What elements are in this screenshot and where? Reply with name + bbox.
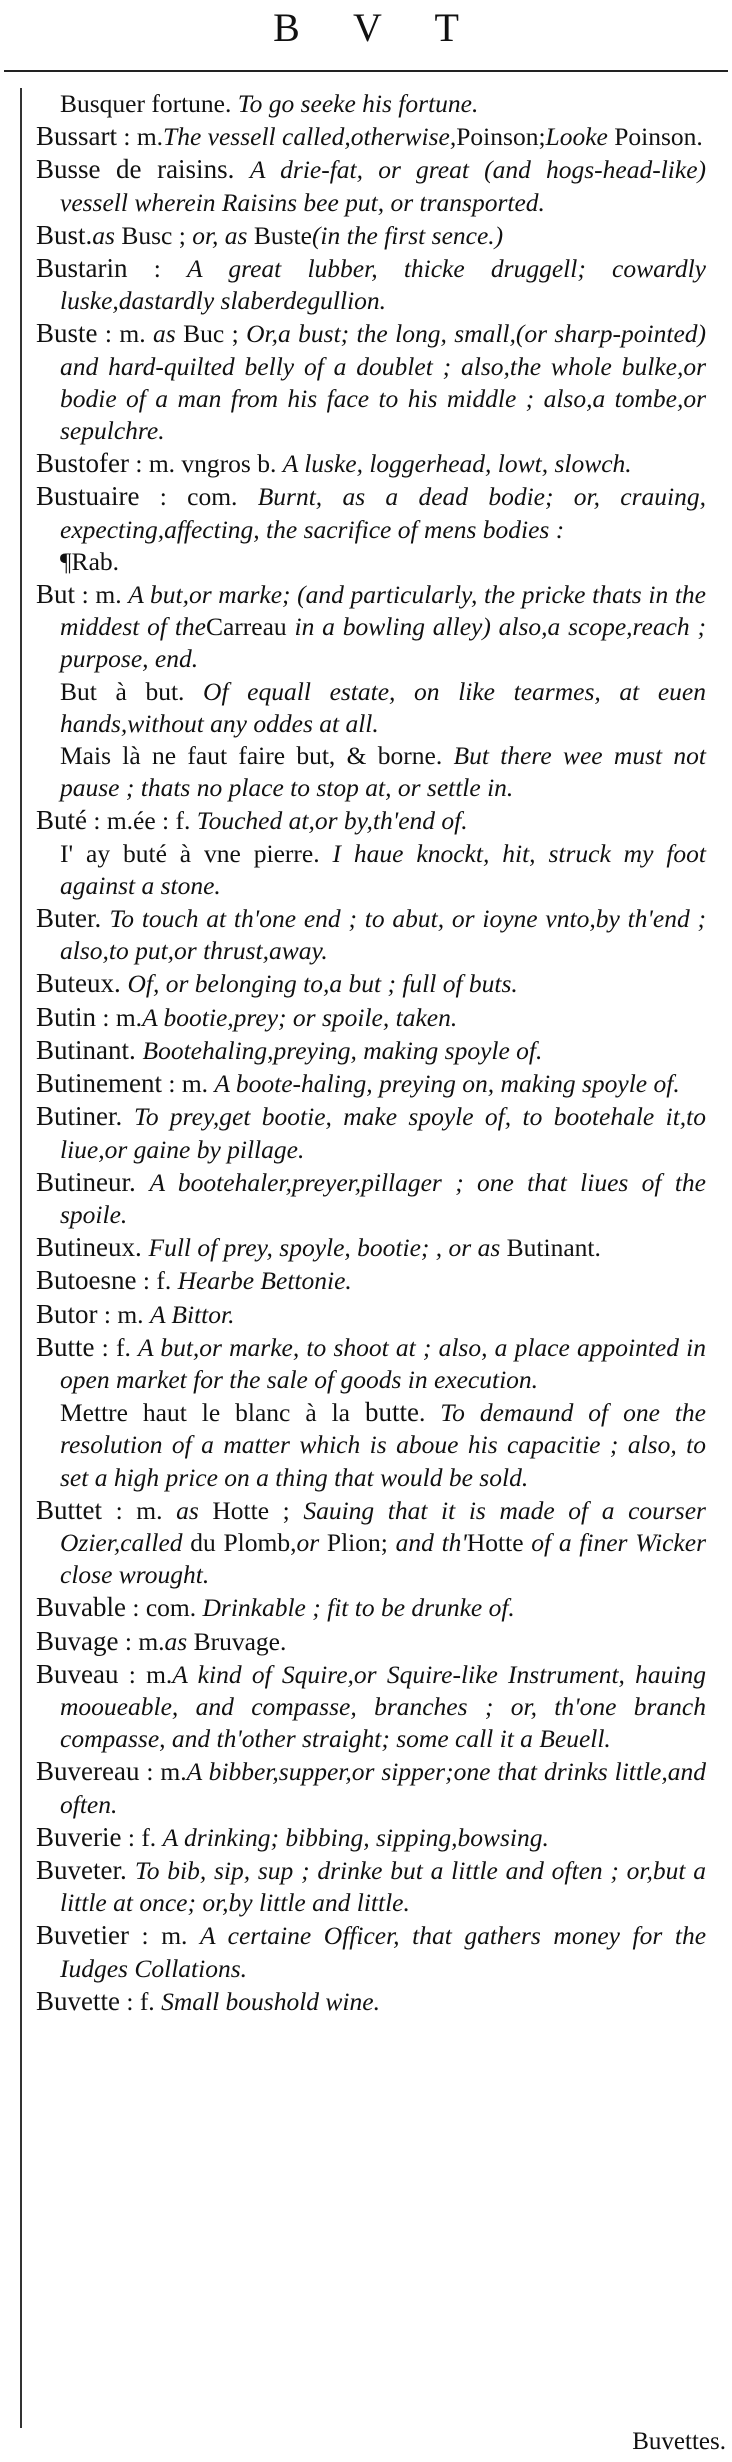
entry-text: : m.ée : f. xyxy=(87,806,197,836)
headword: Bust. xyxy=(36,219,93,250)
entry-text: : m. xyxy=(128,1921,200,1951)
dictionary-entry xyxy=(36,804,706,837)
entry-text: Carreau xyxy=(205,612,295,642)
entry-text: : m. xyxy=(118,1659,173,1689)
dictionary-entry xyxy=(36,219,706,252)
definition-text: or, as xyxy=(192,220,254,250)
entry-text: I' ay buté à vne pierre. xyxy=(60,838,333,868)
entry-text: Plion; xyxy=(326,1527,396,1557)
definition-text: The vessell called,otherwise, xyxy=(163,122,457,152)
headword: Butineux. xyxy=(36,1232,149,1263)
entry-text: Buc ; xyxy=(183,319,247,349)
page-title: B V T xyxy=(273,5,481,50)
headword: Butinant. xyxy=(36,1034,143,1065)
entry-text: Bruvage. xyxy=(193,1626,287,1656)
definition-text: A kind of Squire,or Squire-like Instrument, hauing mooueable, and compasse, branches ; or, th'one branch compasse, and th'other straight; some call it a Beuell. xyxy=(60,1659,706,1754)
dictionary-entry xyxy=(36,1494,706,1592)
headword: Busse de raisins. xyxy=(36,154,250,185)
headword: Buveau xyxy=(36,1658,119,1689)
dictionary-entry xyxy=(36,1591,706,1624)
entry-text: Butinant. xyxy=(506,1233,601,1263)
sub-entry xyxy=(36,740,706,804)
definition-text: I haue knockt, hit, struck my foot against a stone. xyxy=(60,838,706,900)
entry-text: : m. xyxy=(102,1495,177,1525)
headword: Buttet xyxy=(36,1494,102,1525)
definition-text: of a finer Wicker close wrought. xyxy=(60,1527,706,1590)
dictionary-entry xyxy=(36,1755,706,1820)
dictionary-entry xyxy=(36,1298,706,1331)
dictionary-entry xyxy=(36,1985,706,2018)
entry-text: : m. xyxy=(97,1299,150,1329)
definition-text: Full of prey, spoyle, bootie; , or as xyxy=(148,1233,507,1263)
definition-text: Hearbe Bettonie. xyxy=(177,1266,352,1296)
sub-entry xyxy=(36,838,706,902)
entry-text: : com. xyxy=(139,482,258,512)
definition-text: A bootehaler,preyer,pillager ; one that liues of the spoile. xyxy=(60,1167,707,1229)
dictionary-entry xyxy=(36,546,706,578)
dictionary-entry xyxy=(36,967,706,1000)
definition-text: A great lubber, thicke druggell; cowardly luske,dastardly slaberdegullion. xyxy=(60,254,706,316)
definition-text: or xyxy=(296,1527,327,1557)
entry-text: du Plomb, xyxy=(190,1527,297,1557)
dictionary-entry xyxy=(36,480,706,545)
page-header xyxy=(0,0,732,78)
headword: Bustofer xyxy=(36,448,129,479)
headword: Buvetier xyxy=(36,1920,129,1951)
dictionary-entry xyxy=(36,578,706,676)
headword: Buvable xyxy=(36,1592,126,1623)
entry-text: Mettre haut le blanc à la xyxy=(60,1398,365,1428)
entry-text: : m. xyxy=(75,580,129,610)
definition-text: To prey,get bootie, make spoyle of, to bootehale it,to liue,or gaine by pillage. xyxy=(60,1102,706,1164)
definition-text: Looke xyxy=(545,122,615,152)
headword: Butiner. xyxy=(36,1101,134,1132)
entry-text: Busquer fortune. xyxy=(60,89,238,118)
dictionary-entry xyxy=(36,1821,706,1854)
dictionary-entry xyxy=(36,120,706,153)
entry-text: Hotte ; xyxy=(212,1495,304,1525)
entry-text: : m. xyxy=(118,1626,165,1656)
definition-text: Bootehaling,preying, making spoyle of. xyxy=(142,1035,543,1065)
dictionary-entry xyxy=(36,1100,706,1165)
headword: Buste xyxy=(36,318,98,349)
entry-text: Hotte xyxy=(466,1527,532,1557)
dictionary-entry xyxy=(36,1231,706,1264)
entry-text: : m. xyxy=(97,319,154,349)
dictionary-entry xyxy=(36,1919,706,1984)
dictionary-entry xyxy=(36,1001,706,1034)
definition-text: (in the first sence.) xyxy=(311,220,504,250)
headword: Butoesne xyxy=(36,1265,137,1296)
entry-text: : m. vngros b. xyxy=(128,449,283,479)
dictionary-entry xyxy=(36,153,706,218)
definition-text: in a bowling alley) also,a scope,reach ; purpose, end. xyxy=(60,612,706,674)
entry-text: : f. xyxy=(136,1266,178,1296)
headword: Buter. xyxy=(36,903,110,934)
entry-text: : m. xyxy=(139,1757,187,1787)
definition-text: A luske, loggerhead, lowt, slowch. xyxy=(282,449,632,479)
headword: Buté xyxy=(36,805,87,836)
entry-text: Busc ; xyxy=(121,220,193,250)
definition-text: A drinking; bibbing, sipping,bowsing. xyxy=(162,1822,549,1852)
headword: Buveter. xyxy=(36,1854,135,1885)
definition-text: Burnt, as a dead bodie; or, crauing, expecting,affecting, the sacrifice of mens bodies : xyxy=(60,482,706,544)
dictionary-entry xyxy=(36,252,706,317)
entry-text: : f. xyxy=(94,1332,139,1362)
entry-text: : m. xyxy=(96,1002,143,1032)
definition-text: A drie-fat, or great (and hogs-head-like) vessell wherein Raisins bee put, or transported. xyxy=(60,155,707,217)
definition-text: as xyxy=(92,220,122,250)
dictionary-entry xyxy=(36,902,706,967)
definition-text: A but,or marke; (and particularly, the pricke thats in the middest of the xyxy=(60,580,706,642)
definition-text: Sauing that it is made of a courser Ozier,called xyxy=(60,1495,706,1557)
dictionary-entry xyxy=(36,1854,706,1919)
entry-text: : com. xyxy=(125,1593,203,1623)
headword: Butineur. xyxy=(36,1166,150,1197)
headword: Buverie xyxy=(36,1821,122,1852)
dictionary-entry xyxy=(36,447,706,480)
headword: Buvette xyxy=(36,1985,120,2016)
sub-entry xyxy=(36,88,706,120)
headword: Butte xyxy=(36,1331,95,1362)
dictionary-entry xyxy=(36,317,706,447)
definition-text: But there wee must not pause ; thats no place to stop at, or settle in. xyxy=(60,741,706,803)
dictionary-entry xyxy=(36,1331,706,1396)
dictionary-entry xyxy=(36,1034,706,1067)
definition-text: To touch at th'one end ; to abut, or ioyne vnto,by th'end ; also,to put,or thrust,away. xyxy=(60,904,706,966)
definition-text: A Bittor. xyxy=(149,1299,235,1329)
definition-text: Drinkable ; fit to be drunke of. xyxy=(202,1593,515,1623)
headword: But xyxy=(36,579,76,610)
dictionary-entry xyxy=(36,1166,706,1231)
header-rule xyxy=(4,70,728,72)
definition-text: To bib, sip, sup ; drinke but a little and often ; or,but a little at once; or,by little and little. xyxy=(60,1855,706,1918)
definition-text: Touched at,or by,th'end of. xyxy=(196,806,468,836)
definition-text: as xyxy=(153,319,184,349)
sub-entry xyxy=(36,676,706,740)
headword: Butinement xyxy=(36,1068,162,1099)
entry-text: Mais là ne faut faire but, & borne. xyxy=(60,741,454,771)
headword: Butin xyxy=(36,1001,97,1032)
definition-text: A boote-haling, preying on, making spoyle of. xyxy=(214,1069,680,1099)
definition-text: To go seeke his fortune. xyxy=(237,89,479,118)
entry-list xyxy=(36,88,706,2018)
definition-text: A bibber,supper,or sipper;one that drinks little,and often. xyxy=(60,1757,706,1819)
entry-text: But à but. xyxy=(60,676,204,706)
definition-text: and th' xyxy=(395,1527,467,1557)
sub-entry xyxy=(36,1396,706,1494)
definition-text: To demaund of one the resolution of a matter which is aboue his capacitie ; also, to set a high price on a thing that would be sold. xyxy=(60,1398,707,1492)
definition-text: A certaine Officer, that gathers money for the Iudges Collations. xyxy=(60,1921,707,1983)
dictionary-column xyxy=(20,88,710,2428)
headword: Buteux. xyxy=(36,968,128,999)
dictionary-entry xyxy=(36,1658,706,1756)
entry-text: Poinson; xyxy=(456,122,546,152)
definition-text: Of, or belonging to,a but ; full of buts. xyxy=(127,969,518,999)
entry-text: : m. xyxy=(117,122,164,152)
entry-text: . xyxy=(418,1398,426,1428)
entry-text: Buste xyxy=(253,220,312,250)
headword: butte xyxy=(364,1397,419,1428)
headword: Bustuaire xyxy=(36,481,140,512)
dictionary-entry xyxy=(36,1067,706,1100)
entry-text: : f. xyxy=(121,1822,163,1852)
headword: Buvage xyxy=(36,1625,119,1656)
definition-text: Of equall estate, on like tearmes, at euen hands,without any oddes at all. xyxy=(60,676,706,738)
definition-text: Or,a bust; the long, small,(or sharp-pointed) and hard-quilted belly of a doublet ; also,the whole bulke,or bodie of a man from his face to his middle ; also,a tombe,or sepulchre. xyxy=(60,319,707,446)
definition-text: as xyxy=(164,1626,194,1656)
headword: Bussart xyxy=(36,121,117,152)
definition-text: as xyxy=(176,1495,213,1525)
entry-text: : f. xyxy=(119,1986,162,2016)
definition-text: A but,or marke, to shoot at ; also, a place appointed in open market for the sale of goods in execution. xyxy=(60,1332,706,1394)
headword: Bustarin xyxy=(36,253,128,284)
headword: Butor xyxy=(36,1298,98,1329)
definition-text: A bootie,prey; or spoile, taken. xyxy=(142,1002,458,1032)
dictionary-entry xyxy=(36,1264,706,1297)
dictionary-entry xyxy=(36,1625,706,1658)
headword: Buvereau xyxy=(36,1756,140,1787)
entry-text: : xyxy=(127,254,188,284)
entry-text: ¶Rab. xyxy=(60,546,120,576)
entry-text: Poinson. xyxy=(614,122,703,152)
entry-text: : m. xyxy=(161,1069,215,1099)
catchword: Buvettes. xyxy=(632,2428,726,2455)
definition-text: Small boushold wine. xyxy=(161,1986,380,2016)
